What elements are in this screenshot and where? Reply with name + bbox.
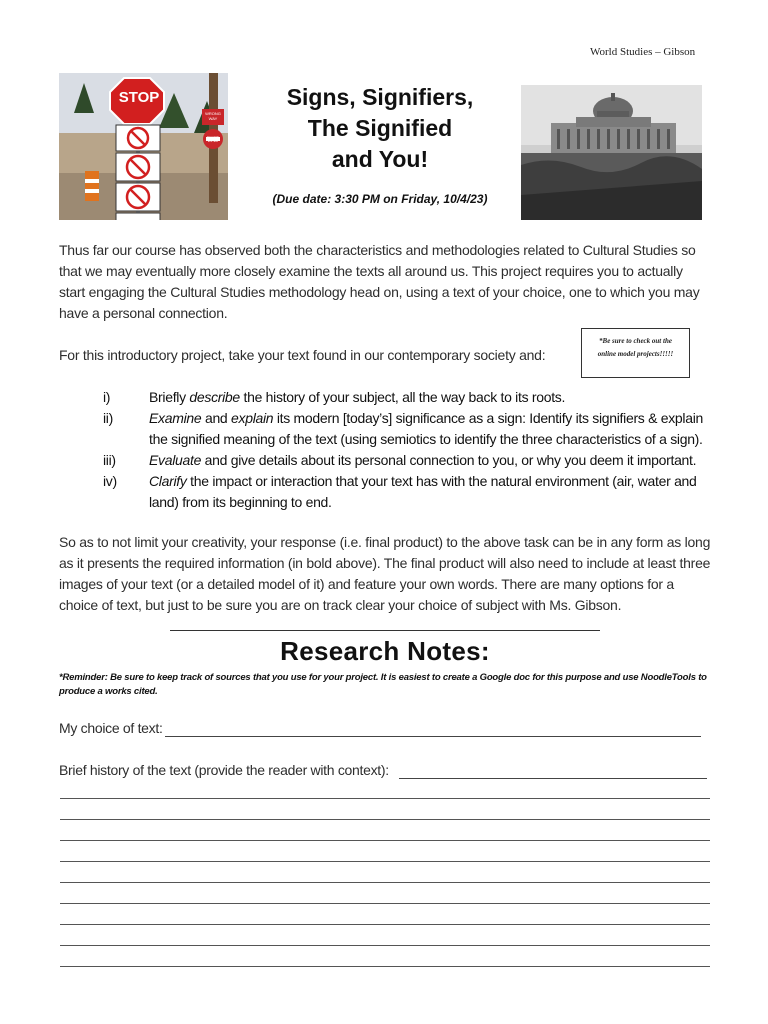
writing-line[interactable] [60, 819, 710, 820]
stop-sign-text: STOP [118, 89, 160, 106]
brief-history-field[interactable] [399, 778, 707, 779]
title-line-2: The Signified [307, 115, 453, 141]
title-line-3: and You! [331, 146, 429, 172]
task-text: the history of your subject, all the way back to its roots. [239, 389, 566, 405]
task-text: and [201, 410, 232, 426]
writing-line[interactable] [60, 882, 710, 883]
research-notes-title: Research Notes: [280, 636, 490, 666]
writing-line[interactable] [60, 966, 710, 967]
due-date: (Due date: 3:30 PM on Friday, 10/4/23) [272, 192, 488, 206]
brief-history-label: Brief history of the text (provide the reader with context): [59, 762, 389, 778]
writing-line[interactable] [60, 945, 710, 946]
task-number: iii) [103, 452, 116, 468]
task-list [103, 387, 715, 513]
task-keyword: Evaluate [149, 452, 202, 468]
task-text: and give details about its personal connection to you, or why you deem it important. [201, 452, 697, 468]
section-divider [170, 630, 600, 631]
model-projects-tip-box [581, 328, 690, 378]
task-item-1 [103, 387, 715, 408]
intro-paragraph: Thus far our course has observed both the characteristics and methodologies related to Cultural Studies so that we may eventually more closely examine the texts all around us. This project requires you to actually start engaging the Cultural Studies methodology head on, using a text of your choice, one to which you may have a personal connection. [59, 242, 700, 321]
writing-line[interactable] [60, 798, 710, 799]
task-item-2 [103, 408, 715, 450]
writing-line[interactable] [60, 924, 710, 925]
title-line-1: Signs, Signifiers, [286, 84, 474, 110]
writing-line[interactable] [60, 861, 710, 862]
choice-of-text-label: My choice of text: [59, 720, 163, 736]
task-text: the impact or interaction that your text has with the natural environment (air, water and land) from its beginning to end. [149, 473, 697, 510]
project-prompt: For this introductory project, take your text found in our contemporary society and: [59, 347, 546, 363]
do-not-enter-sign-text: DO NOT ENTER [207, 135, 219, 143]
capitol-photo [521, 85, 702, 220]
tip-line-1: *Be sure to check out the [599, 337, 672, 345]
wrong-way-sign-text: WRONG WAY [205, 111, 221, 121]
task-item-4 [103, 471, 715, 513]
task-text: Briefly [149, 389, 190, 405]
tip-line-2: online model projects!!!!! [597, 350, 674, 358]
task-keyword: describe [189, 389, 240, 405]
page-title [250, 82, 510, 175]
writing-line[interactable] [60, 840, 710, 841]
closing-paragraph: So as to not limit your creativity, your response (i.e. final product) to the above task can be in any form as long as it presents the required information (in bold above). The final product will also need to include at least three images of your text (or a detailed model of it) and feature your own words. There are many options for a choice of text, but just to be sure you are on track clear your choice of subject with Ms. Gibson. [59, 534, 711, 613]
task-number: iv) [103, 473, 117, 489]
task-item-3 [103, 450, 715, 471]
task-number: ii) [103, 410, 113, 426]
task-number: i) [103, 389, 111, 405]
task-keyword: Clarify [149, 473, 187, 489]
sources-reminder: *Reminder: Be sure to keep track of sources that you use for your project. It is easiest to create a Google doc for this purpose and use NoodleTools to produce a works cited. [59, 672, 707, 697]
task-text: its modern [today’s] significance as a sign: Identify its signifiers & explain the signified meaning of the text (using semiotics to identify the three characteristics of a sign). [149, 410, 703, 447]
capitol-illustration [521, 85, 702, 220]
task-keyword: Examine [149, 410, 202, 426]
stop-sign-photo [59, 73, 228, 220]
task-keyword: explain [231, 410, 274, 426]
course-note: World Studies – Gibson [590, 46, 696, 58]
writing-line[interactable] [60, 903, 710, 904]
choice-of-text-field[interactable] [165, 736, 701, 737]
